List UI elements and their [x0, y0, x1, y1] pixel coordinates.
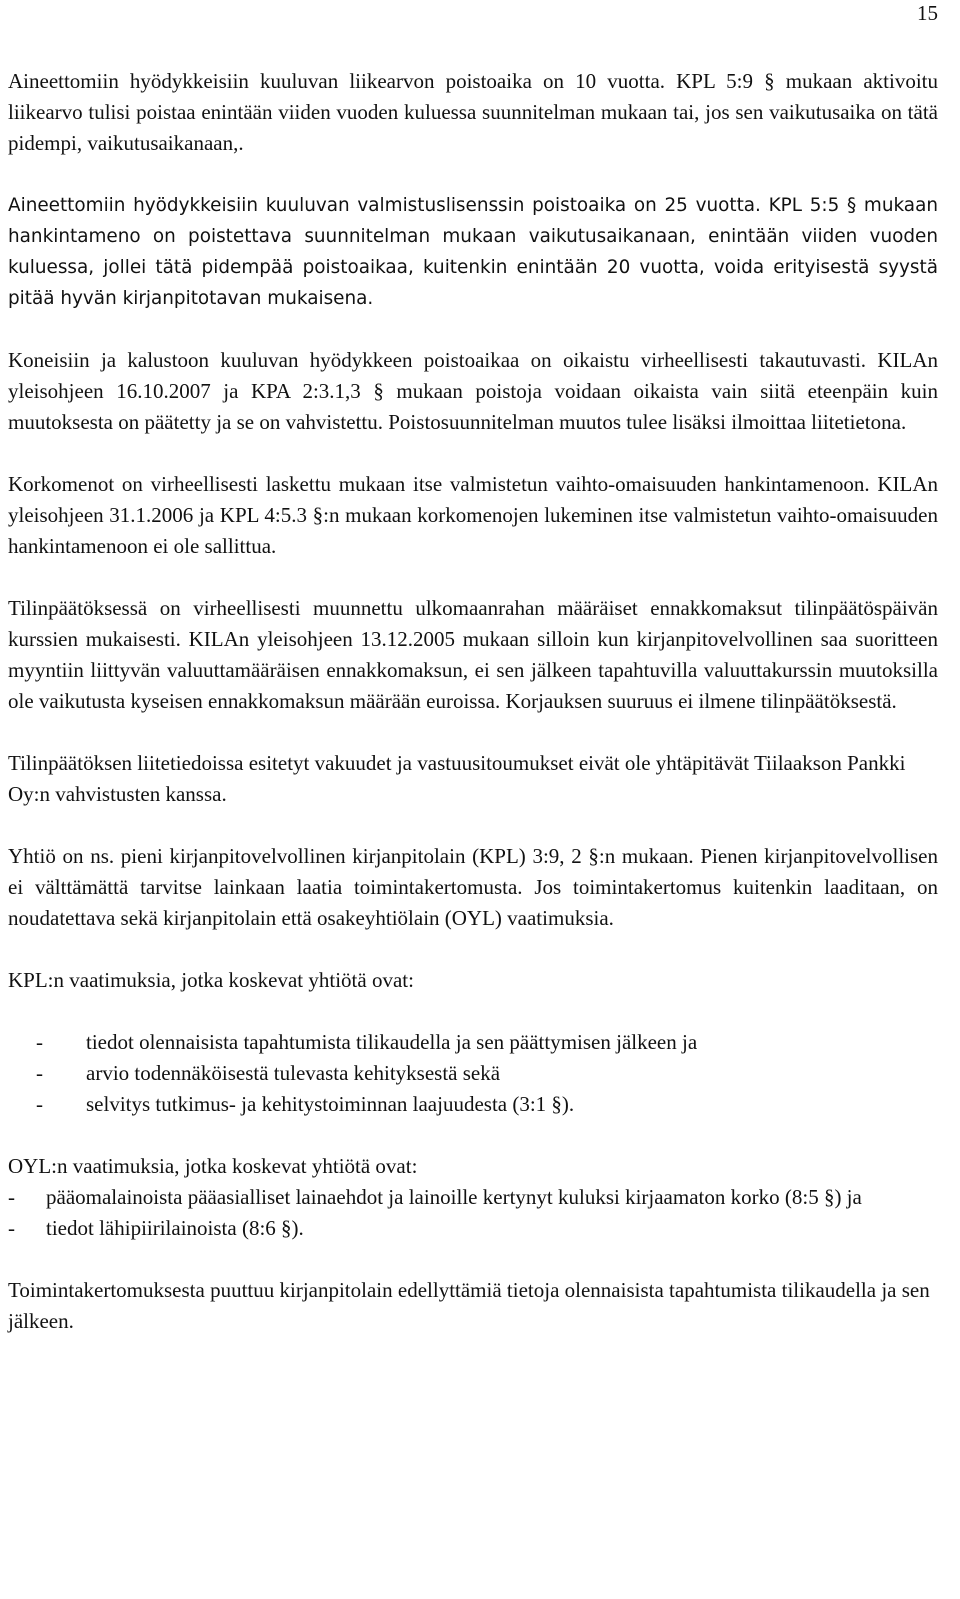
dash-marker: - — [8, 1216, 15, 1240]
oyl-requirements-list — [8, 1182, 938, 1244]
list-item-text: pääomalainoista pääasialliset lainaehdot ja lainoille kertynyt kuluksi kirjaamaton korko (8:5 §) ja — [46, 1185, 862, 1209]
paragraph-license: Aineettomiin hyödykkeisiin kuuluvan valmistuslisenssin poistoaika on 25 vuotta. KPL 5:5 § mukaan hankintameno on poistettava suunnitelman mukaan vaikutusaikanaan, enintään viiden vuoden kuluessa, jollei tätä pidempää poistoaikaa, kuitenkin enintään 20 vuotta, voida erityisestä syystä pitää hyvän kirjanpitotavan mukaisena. — [8, 195, 938, 309]
kpl-heading: KPL:n vaatimuksia, jotka koskevat yhtiötä ovat: — [8, 968, 414, 992]
dash-marker: - — [36, 1061, 43, 1085]
paragraph-currency: Tilinpäätöksessä on virheellisesti muunnettu ulkomaanrahan määräiset ennakkomaksut tilinpäätöspäivän kurssien mukaisesti. KILAn yleisohjeen 13.12.2005 mukaan silloin kun kirjanpitovelvollinen saa suoritteen myyntiin liittyvän valuuttamääräisen ennakkomaksun, ei sen jälkeen tapahtuvilla valuuttakurssin muutoksilla ole vaikutusta kyseisen ennakkomaksun määrään euroissa. Korjauksen suuruus ei ilmene tilinpäätöksestä. — [8, 596, 938, 713]
paragraph-interest: Korkomenot on virheellisesti laskettu mukaan itse valmistetun vaihto-omaisuuden hankintamenoon. KILAn yleisohjeen 31.1.2006 ja KPL 4:5.3 §:n mukaan korkomenojen lukeminen itse valmistetun vaihto-omaisuuden hankintamenoon ei ole sallittua. — [8, 472, 938, 558]
list-item — [8, 1089, 938, 1120]
paragraph-closing: Toimintakertomuksesta puuttuu kirjanpitolain edellyttämiä tietoja olennaisista tapahtumista tilikaudella ja sen jälkeen. — [8, 1278, 930, 1333]
page-number: 15 — [917, 1, 938, 25]
dash-marker: - — [36, 1030, 43, 1054]
kpl-requirements-list — [8, 1027, 938, 1120]
list-item-text: tiedot lähipiirilainoista (8:6 §). — [46, 1216, 304, 1240]
paragraph-goodwill: Aineettomiin hyödykkeisiin kuuluvan liikearvon poistoaika on 10 vuotta. KPL 5:9 § mukaan aktivoitu liikearvo tulisi poistaa enintään viiden vuoden kuluessa suunnitelman mukaan tai, jos sen vaikutusaika on tätä pidempi, vaikutusaikanaan,. — [8, 69, 938, 155]
list-item — [8, 1182, 938, 1213]
list-item — [8, 1027, 938, 1058]
list-item-text: tiedot olennaisista tapahtumista tilikaudella ja sen päättymisen jälkeen ja — [86, 1030, 698, 1054]
list-item — [8, 1213, 938, 1244]
document-body — [8, 66, 938, 1368]
list-item — [8, 1058, 938, 1089]
dash-marker: - — [8, 1185, 15, 1209]
paragraph-small-entity: Yhtiö on ns. pieni kirjanpitovelvollinen kirjanpitolain (KPL) 3:9, 2 §:n mukaan. Pienen kirjanpitovelvollisen ei välttämättä tarvitse lainkaan laatia toimintakertomusta. Jos toimintakertomus kuitenkin laaditaan, on noudatettava sekä kirjanpitolain että osakeyhtiölain (OYL) vaatimuksia. — [8, 844, 938, 930]
oyl-heading: OYL:n vaatimuksia, jotka koskevat yhtiötä ovat: — [8, 1154, 418, 1178]
paragraph-machinery: Koneisiin ja kalustoon kuuluvan hyödykkeen poistoaikaa on oikaistu virheellisesti takautuvasti. KILAn yleisohjeen 16.10.2007 ja KPA 2:3.1,3 § mukaan poistoja voidaan oikaista vain siitä eteenpäin kuin muutoksesta on päätetty ja se on vahvistettu. Poistosuunnitelman muutos tulee lisäksi ilmoittaa liitetietona. — [8, 348, 938, 434]
dash-marker: - — [36, 1092, 43, 1116]
list-item-text: arvio todennäköisestä tulevasta kehityksestä sekä — [86, 1061, 501, 1085]
paragraph-collateral: Tilinpäätöksen liitetiedoissa esitetyt vakuudet ja vastuusitoumukset eivät ole yhtäpitävät Tiilaakson Pankki Oy:n vahvistusten kanssa. — [8, 751, 906, 806]
list-item-text: selvitys tutkimus- ja kehitystoiminnan laajuudesta (3:1 §). — [86, 1092, 575, 1116]
